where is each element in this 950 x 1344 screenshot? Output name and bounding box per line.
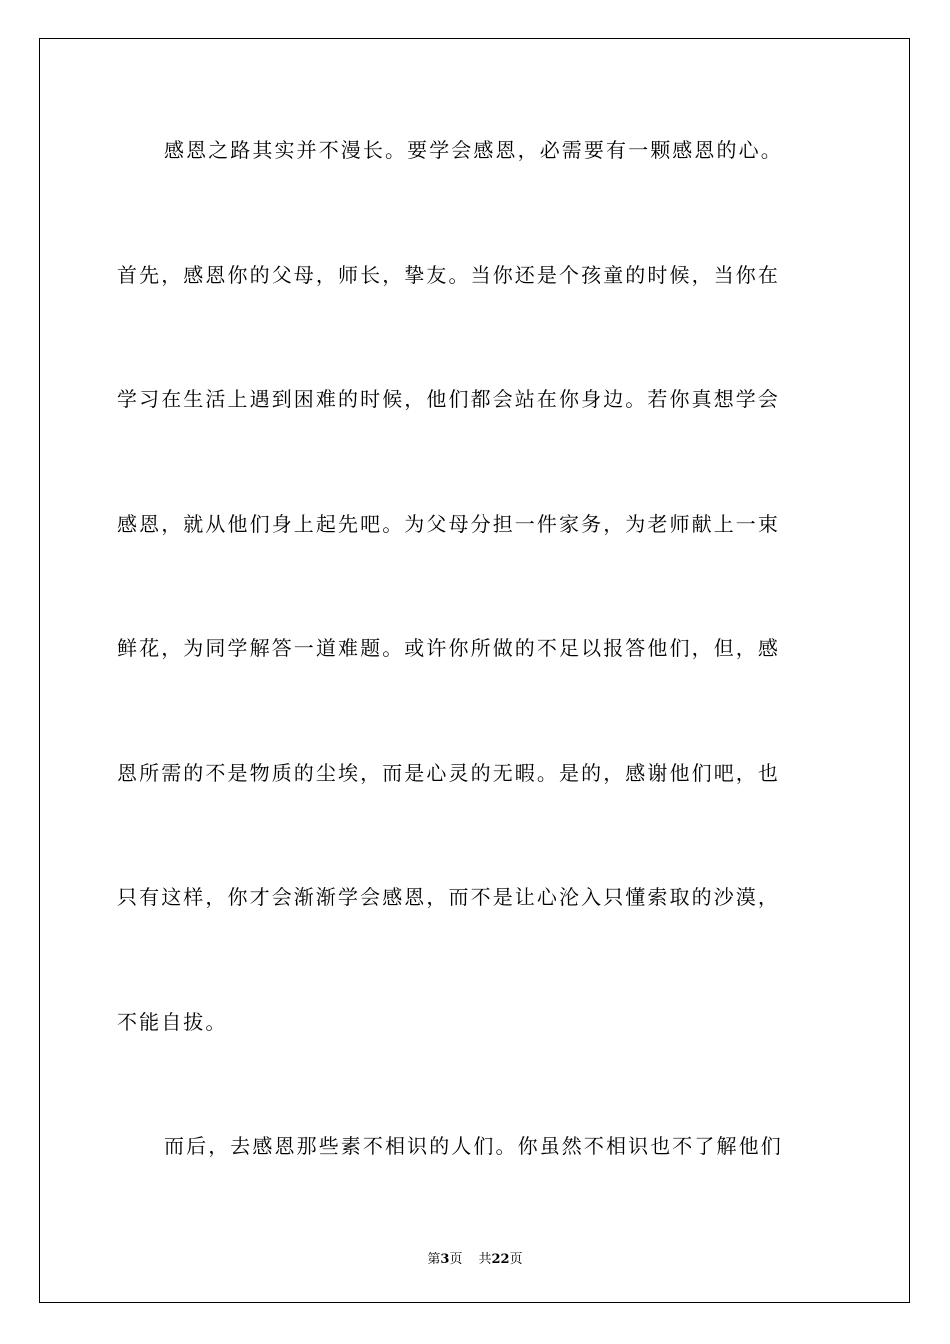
page-number: 3 <box>440 1252 450 1267</box>
total-pages: 22 <box>491 1252 510 1267</box>
page-prefix: 第 <box>427 1252 441 1267</box>
page-border <box>39 38 910 1303</box>
paragraph-line: 而后，去感恩那些素不相识的人们。你虽然不相识也不了解他们 <box>164 1134 783 1158</box>
paragraph-line: 感恩之路其实并不漫长。要学会感恩，必需要有一颗感恩的心。 <box>164 138 783 162</box>
paragraph-line: 鲜花，为同学解答一道难题。或许你所做的不足以报答他们，但，感 <box>117 636 780 660</box>
paragraph-line: 不能自拔。 <box>117 1010 228 1034</box>
total-prefix: 共 <box>478 1252 492 1267</box>
page-suffix: 页 <box>449 1252 463 1267</box>
paragraph-line: 学习在生活上遇到困难的时候，他们都会站在你身边。若你真想学会 <box>117 387 780 411</box>
page-footer <box>0 1248 950 1267</box>
paragraph-line: 感恩，就从他们身上起先吧。为父母分担一件家务，为老师献上一束 <box>117 512 780 536</box>
total-suffix: 页 <box>509 1252 523 1267</box>
paragraph-line: 只有这样，你才会渐渐学会感恩，而不是让心沦入只懂索取的沙漠， <box>117 885 780 909</box>
paragraph-line: 首先，感恩你的父母，师长，挚友。当你还是个孩童的时候，当你在 <box>117 263 780 287</box>
paragraph-line: 恩所需的不是物质的尘埃，而是心灵的无暇。是的，感谢他们吧，也 <box>117 761 780 785</box>
